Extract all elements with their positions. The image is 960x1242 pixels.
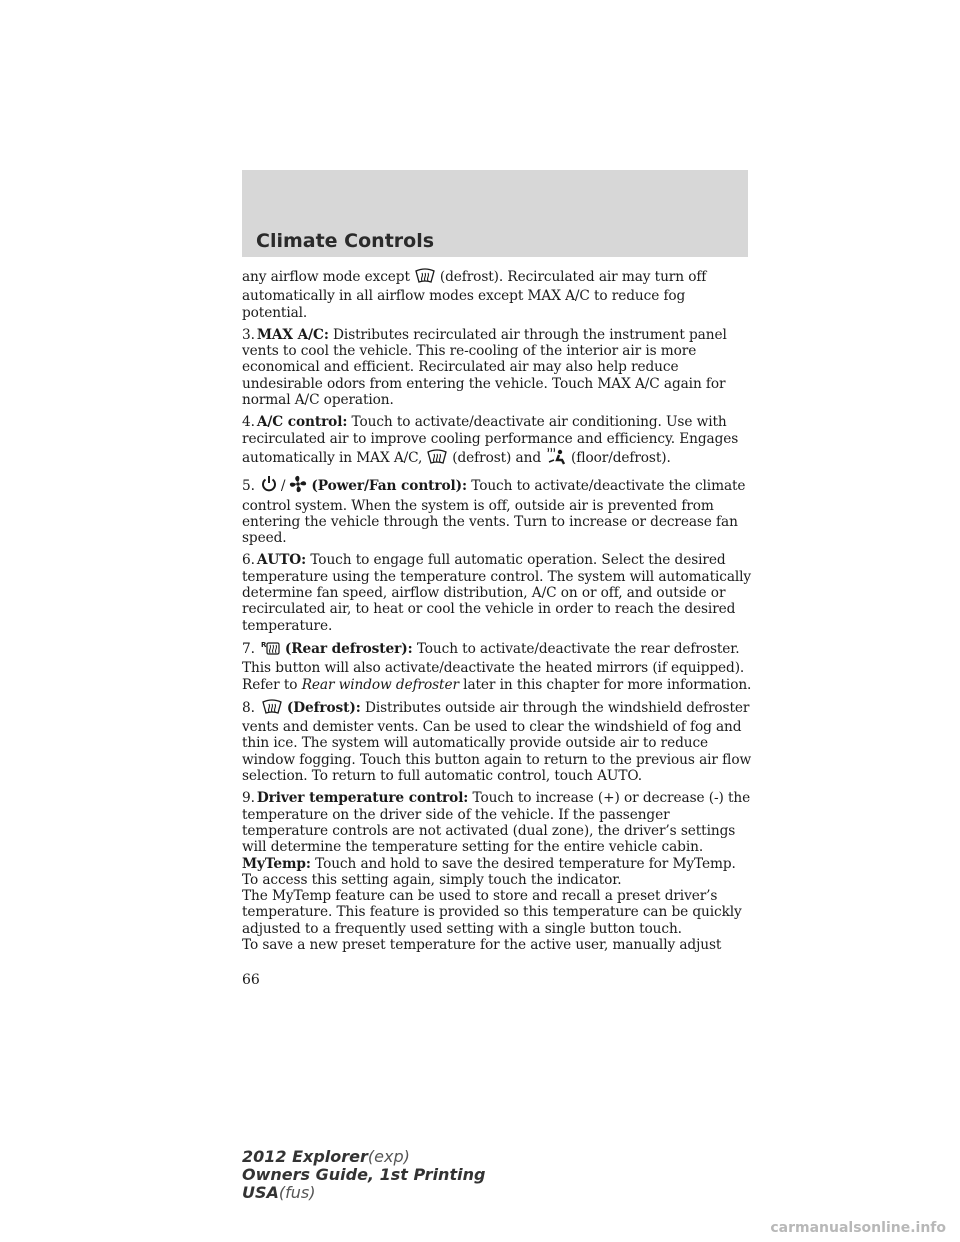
svg-text:R: R — [260, 640, 267, 649]
floor-defrost-icon — [545, 447, 567, 469]
section-title: Climate Controls — [256, 230, 435, 252]
item-7-title: (Rear defroster): — [284, 640, 413, 657]
power-icon — [261, 475, 277, 497]
item-7: 7. R (Rear defroster): Touch to activate/deactivate the rear defroster. This button will also activate/deactivate the heated mirrors (if equipped). Refer to Rear window defroster later in this chapter for more information. — [242, 640, 752, 693]
watermark: carmanualsonline.info — [770, 1220, 946, 1236]
item-9: 9. Driver temperature control: Touch to increase (+) or decrease (-) the temperature on the driver side of the vehicle. If the passenger temperature controls are not activated (dual zone), the driver’s settings will determine the temperature setting for the entire vehicle cabin. — [242, 790, 751, 856]
item-6: 6. AUTO: Touch to engage full automatic operation. Select the desired temperature using the temperature control. The system will automatically determine fan speed, airflow distribution, A/C on or off, and outside or recirculated air, to heat or cool the vehicle in order to reach the desired temperature. — [242, 552, 752, 634]
mytemp-feature-paragraph: The MyTemp feature can be used to store and recall a preset driver’s temperature. This feature is provided so this temperature can be quickly adjusted to a frequently used setting with a single button touch. — [242, 888, 742, 937]
rear-window-defroster-reference: Rear window defroster — [301, 676, 459, 693]
mytemp-paragraph: MyTemp: Touch and hold to save the desired temperature for MyTemp. To access this setting again, simply touch the indicator. — [242, 855, 736, 888]
fan-icon — [289, 475, 307, 497]
body-text — [242, 268, 752, 953]
item-3-title: MAX A/C: — [256, 326, 329, 343]
rear-defroster-icon — [261, 640, 281, 660]
intro-paragraph: any airflow mode except (defrost). Recirculated air may turn off automatically in all airflow modes except MAX A/C to reduce fog potential. — [242, 269, 707, 321]
item-8-title: (Defrost): — [286, 699, 361, 716]
item-3: 3. MAX A/C: Distributes recirculated air through the instrument panel vents to cool the vehicle. This re-cooling of the interior air is more economical and efficient. Recirculated air may also help reduce undesirable odors from entering the vehicle. Touch MAX A/C again for normal A/C operation. — [242, 326, 727, 409]
mytemp-save-paragraph: To save a new preset temperature for the active user, manually adjust — [242, 936, 722, 953]
item-4-title: A/C control: — [256, 414, 348, 431]
defrost-icon — [426, 449, 448, 469]
mytemp-title: MyTemp: — [242, 855, 311, 872]
footer-line-2: Owners Guide, 1st Printing — [242, 1165, 486, 1184]
item-4: 4. A/C control: Touch to activate/deactivate air conditioning. Use with recirculated air to improve cooling performance and efficiency. Engages automatically in MAX A/C, (defrost) and (floor/defrost). — [242, 414, 752, 469]
item-9-title: Driver temperature control: — [256, 790, 469, 807]
footer-line-1: 2012 Explorer(exp) — [242, 1147, 410, 1166]
defrost-icon — [261, 699, 283, 719]
footer — [242, 1148, 485, 1202]
footer-line-3: USA(fus) — [242, 1183, 316, 1202]
item-6-title: AUTO: — [256, 552, 307, 569]
item-8: 8. (Defrost): Distributes outside air through the windshield defroster vents and demister vents. Can be used to clear the windshield of fog and thin ice. The system will automatically provide outside air to reduce window fogging. Touch this button again to return to the previous air flow selection. To return to full automatic control, touch AUTO. — [242, 699, 752, 785]
defrost-icon — [414, 268, 436, 288]
item-5: 5. / (Power/Fan control): Touch to activate/deactivate the climate control system. When the system is off, outside air is prevented from entering the vehicle through the vents. Turn to increase or decrease fan speed. — [242, 475, 752, 546]
item-5-title: (Power/Fan control): — [311, 478, 467, 495]
page-number: 66 — [242, 972, 260, 988]
